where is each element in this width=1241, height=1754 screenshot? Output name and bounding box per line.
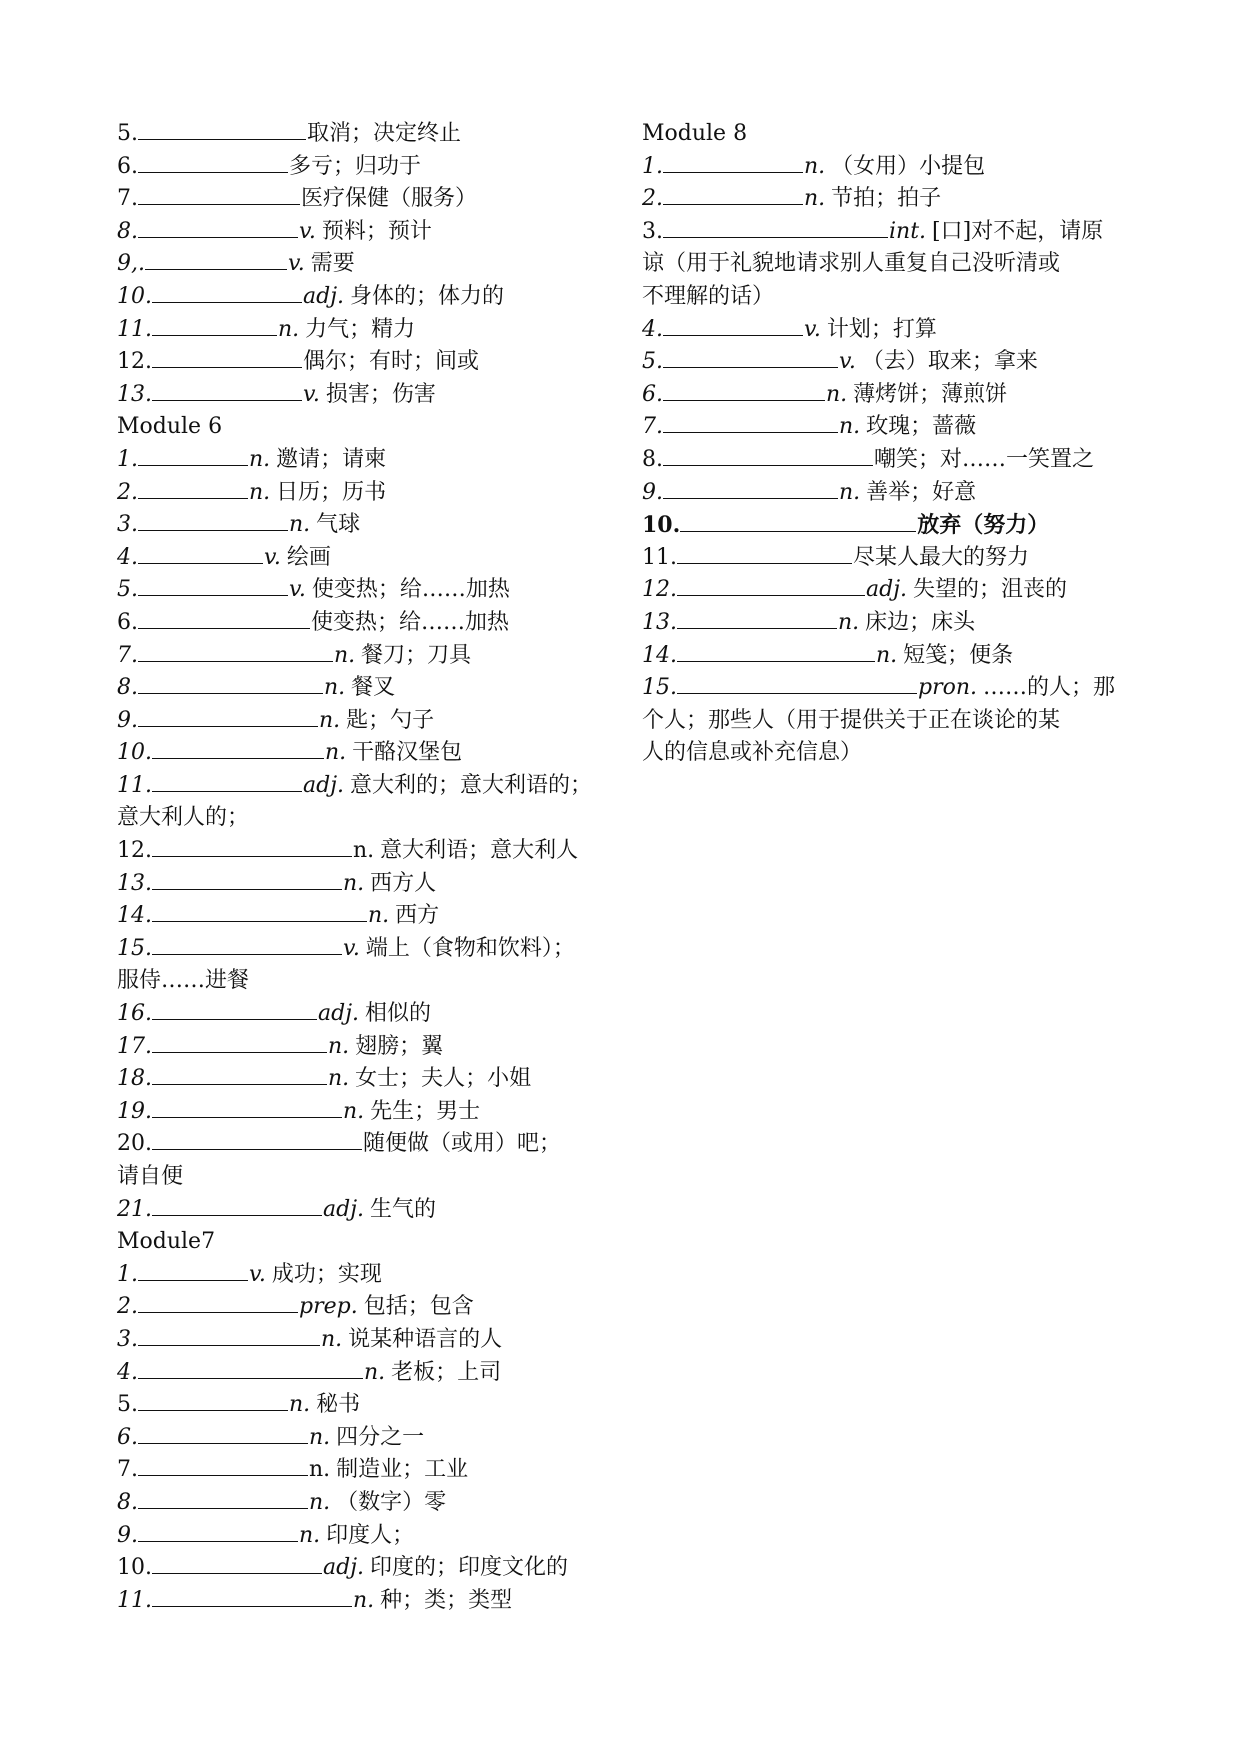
vocab-item: [642, 379, 1132, 412]
vocab-item: [117, 477, 607, 510]
item-number: 6.: [117, 609, 138, 635]
answer-blank[interactable]: [138, 152, 288, 173]
item-meaning: 西方: [395, 903, 440, 929]
item-meaning: 生气的: [370, 1196, 437, 1222]
item-meaning: 尽某人最大的努力: [853, 544, 1030, 570]
vocab-item: [117, 1357, 607, 1390]
item-meaning: 日历；历书: [276, 479, 387, 505]
vocab-item: [117, 542, 607, 575]
answer-blank[interactable]: [663, 445, 873, 466]
answer-blank[interactable]: [138, 1423, 308, 1444]
item-meaning: 女士；夫人；小姐: [355, 1066, 532, 1092]
item-meaning: 计划；打算: [826, 316, 937, 342]
vocab-item: [117, 1454, 607, 1487]
part-of-speech: n.: [826, 381, 848, 407]
left-column: [117, 118, 607, 1617]
part-of-speech: n.: [319, 707, 341, 733]
part-of-speech: int.: [889, 218, 927, 244]
item-meaning: 使变热；给……加热: [311, 609, 510, 635]
item-meaning: 绘画: [286, 544, 331, 570]
vocab-item: [117, 444, 607, 477]
answer-blank[interactable]: [680, 511, 916, 532]
item-number: 9,.: [117, 251, 145, 277]
vocab-item: [117, 705, 607, 738]
item-meaning: 餐叉: [351, 675, 396, 701]
vocab-item: [117, 1096, 607, 1129]
item-number: 8.: [642, 446, 663, 472]
vocab-item: [117, 933, 607, 966]
vocab-item: [117, 1324, 607, 1357]
vocab-item: [117, 1194, 607, 1227]
part-of-speech: n.: [324, 675, 346, 701]
vocab-item: [642, 477, 1132, 510]
part-of-speech: pron.: [918, 675, 978, 701]
part-of-speech: n.: [299, 1522, 321, 1548]
part-of-speech: n.: [289, 1392, 311, 1418]
item-number: 12.: [642, 577, 677, 603]
answer-blank[interactable]: [138, 510, 288, 531]
answer-blank[interactable]: [663, 315, 803, 336]
item-number: 10.: [117, 1555, 152, 1581]
answer-blank[interactable]: [138, 543, 263, 564]
part-of-speech: n.: [321, 1326, 343, 1352]
answer-blank[interactable]: [138, 706, 318, 727]
vocab-item: [642, 183, 1132, 216]
item-number: 2.: [117, 479, 138, 505]
part-of-speech: prep.: [299, 1294, 358, 1320]
part-of-speech: n.: [364, 1359, 386, 1385]
part-of-speech: adj.: [318, 1001, 360, 1027]
item-continuation: 谅（用于礼貌地请求别人重复自己没听清或: [642, 251, 1061, 277]
item-meaning: 匙；勺子: [346, 707, 435, 733]
answer-blank[interactable]: [152, 1064, 327, 1085]
vocab-item: [117, 574, 607, 607]
vocab-item: [117, 216, 607, 249]
item-number: 11.: [117, 772, 152, 798]
item-number: 7.: [117, 1457, 138, 1483]
item-number: 8.: [117, 675, 138, 701]
answer-blank[interactable]: [663, 478, 838, 499]
answer-blank[interactable]: [152, 282, 302, 303]
answer-blank[interactable]: [152, 1129, 362, 1150]
part-of-speech: n.: [343, 870, 365, 896]
answer-blank[interactable]: [138, 217, 298, 238]
item-meaning: 干酪汉堡包: [352, 740, 463, 766]
item-meaning: 气球: [316, 512, 361, 538]
answer-blank[interactable]: [152, 1553, 322, 1574]
vocab-item: [642, 672, 1132, 705]
item-number: 5.: [117, 121, 138, 146]
item-meaning: 放弃（努力）: [917, 512, 1050, 539]
answer-blank[interactable]: [152, 1097, 342, 1118]
module-heading: Module 6: [117, 414, 223, 440]
item-meaning: 损害；伤害: [325, 381, 436, 407]
item-meaning: 嘲笑；对……一笑置之: [874, 446, 1095, 472]
vocab-item: [117, 672, 607, 705]
item-number: 1.: [642, 153, 663, 179]
answer-blank[interactable]: [152, 315, 277, 336]
item-meaning: ……的人；那: [983, 675, 1116, 701]
answer-blank[interactable]: [138, 445, 248, 466]
item-continuation: 意大利人的；: [117, 805, 250, 831]
vocab-item: [642, 216, 1132, 249]
item-number: 13.: [642, 609, 677, 635]
item-meaning: 翅膀；翼: [355, 1033, 444, 1059]
part-of-speech: adj.: [303, 772, 345, 798]
item-number: 10.: [117, 283, 152, 309]
item-number: 15.: [642, 675, 677, 701]
answer-blank[interactable]: [138, 673, 323, 694]
item-number: 8.: [117, 218, 138, 244]
answer-blank[interactable]: [152, 1032, 327, 1053]
item-meaning: 相似的: [365, 1001, 432, 1027]
item-meaning: （数字）零: [336, 1489, 447, 1515]
part-of-speech: v.: [264, 544, 281, 570]
part-of-speech: n.: [353, 1587, 375, 1613]
item-meaning: 失望的；沮丧的: [913, 577, 1068, 603]
part-of-speech: n.: [804, 186, 826, 212]
part-of-speech: n.: [309, 1424, 331, 1450]
item-number: 14.: [642, 642, 677, 668]
item-number: 21.: [117, 1196, 152, 1222]
item-number: 5.: [117, 1392, 138, 1418]
answer-blank[interactable]: [152, 999, 317, 1020]
item-meaning: [口]对不起，请原: [932, 218, 1104, 244]
answer-blank[interactable]: [152, 836, 352, 857]
item-meaning: 善举；好意: [866, 479, 977, 505]
item-meaning: 节拍；拍子: [831, 186, 942, 212]
item-meaning: 西方人: [370, 870, 437, 896]
part-of-speech: n.: [309, 1457, 331, 1483]
part-of-speech: n.: [325, 740, 347, 766]
part-of-speech: adj.: [866, 577, 908, 603]
vocab-item: [117, 183, 607, 216]
item-number: 16.: [117, 1001, 152, 1027]
item-number: 12.: [117, 838, 152, 864]
part-of-speech: n.: [839, 479, 861, 505]
item-number: 13.: [117, 381, 152, 407]
item-number: 8.: [117, 1489, 138, 1515]
answer-blank[interactable]: [663, 412, 838, 433]
part-of-speech: v.: [287, 251, 305, 277]
answer-blank[interactable]: [677, 641, 875, 662]
vocab-item: [642, 574, 1132, 607]
item-meaning: 说某种语言的人: [348, 1326, 503, 1352]
answer-blank[interactable]: [138, 1488, 308, 1509]
item-meaning: 取消；决定终止: [307, 121, 462, 146]
answer-blank[interactable]: [677, 543, 852, 564]
item-number: 11.: [117, 1587, 152, 1613]
vocab-item: [117, 1128, 607, 1161]
answer-blank[interactable]: [663, 152, 803, 173]
item-number: 10.: [642, 512, 681, 539]
vocab-item: [117, 1520, 607, 1553]
part-of-speech: n.: [328, 1033, 350, 1059]
item-number: 4.: [117, 1359, 138, 1385]
part-of-speech: adj.: [323, 1196, 365, 1222]
item-number: 6.: [117, 1424, 138, 1450]
item-continuation: 服侍……进餐: [117, 968, 250, 994]
answer-blank[interactable]: [145, 249, 287, 270]
answer-blank[interactable]: [663, 184, 803, 205]
item-number: 4.: [642, 316, 663, 342]
part-of-speech: adj.: [323, 1555, 365, 1581]
part-of-speech: n.: [249, 479, 271, 505]
part-of-speech: n.: [278, 316, 300, 342]
vocab-item: [642, 444, 1132, 477]
part-of-speech: n.: [353, 838, 375, 864]
answer-blank[interactable]: [152, 771, 302, 792]
item-meaning: 制造业；工业: [336, 1457, 469, 1483]
vocab-item: [117, 281, 607, 314]
item-meaning: 力气；精力: [305, 316, 416, 342]
item-meaning: 包括；包含: [363, 1294, 474, 1320]
item-meaning: 床边；床头: [865, 609, 976, 635]
item-number: 19.: [117, 1098, 152, 1124]
item-meaning: 随便做（或用）吧；: [363, 1131, 562, 1157]
vocab-item: [642, 411, 1132, 444]
item-number: 13.: [117, 870, 152, 896]
answer-blank[interactable]: [138, 1292, 298, 1313]
vocab-item: [117, 1389, 607, 1422]
item-meaning: 印度人；: [326, 1522, 415, 1548]
item-meaning: 先生；男士: [370, 1098, 481, 1124]
item-number: 12.: [117, 349, 152, 375]
item-meaning: 邀请；请柬: [276, 446, 387, 472]
vocab-item: [117, 379, 607, 412]
item-number: 2.: [642, 186, 663, 212]
vocab-item: [117, 314, 607, 347]
item-number: 2.: [117, 1294, 138, 1320]
vocab-item: [117, 640, 607, 673]
vocab-item: [117, 1487, 607, 1520]
part-of-speech: n.: [839, 414, 861, 440]
item-number: 3.: [117, 512, 138, 538]
answer-blank[interactable]: [138, 1260, 248, 1281]
part-of-speech: n.: [368, 903, 390, 929]
answer-blank[interactable]: [138, 575, 288, 596]
answer-blank[interactable]: [138, 608, 310, 629]
item-number: 9.: [642, 479, 663, 505]
item-continuation: 不理解的话）: [642, 283, 775, 309]
vocab-item: [117, 248, 607, 281]
item-number: 1.: [117, 446, 138, 472]
item-meaning: 意大利语；意大利人: [380, 838, 579, 864]
vocab-item: [117, 1585, 607, 1618]
part-of-speech: n.: [289, 512, 311, 538]
vocab-item: [117, 868, 607, 901]
answer-blank[interactable]: [138, 478, 248, 499]
part-of-speech: n.: [343, 1098, 365, 1124]
item-meaning: （去）取来；拿来: [861, 349, 1038, 375]
vocab-item: [117, 1063, 607, 1096]
item-number: 3.: [117, 1326, 138, 1352]
vocab-item: [117, 835, 607, 868]
item-meaning: 印度的；印度文化的: [370, 1555, 569, 1581]
answer-blank[interactable]: [138, 1455, 308, 1476]
item-meaning: 使变热；给……加热: [311, 577, 510, 603]
answer-blank[interactable]: [138, 119, 306, 140]
item-meaning: 老板；上司: [391, 1359, 502, 1385]
answer-blank[interactable]: [152, 1586, 352, 1607]
item-number: 7.: [642, 414, 663, 440]
answer-blank[interactable]: [138, 641, 333, 662]
answer-blank[interactable]: [663, 217, 888, 238]
item-number: 14.: [117, 903, 152, 929]
part-of-speech: n.: [328, 1066, 350, 1092]
part-of-speech: v.: [289, 577, 306, 603]
answer-blank[interactable]: [677, 673, 917, 694]
item-continuation: 个人；那些人（用于提供关于正在谈论的某: [642, 707, 1061, 733]
part-of-speech: v.: [343, 935, 360, 961]
vocab-item: [117, 737, 607, 770]
answer-blank[interactable]: [152, 901, 367, 922]
part-of-speech: n.: [334, 642, 356, 668]
item-meaning: 餐刀；刀具: [361, 642, 472, 668]
item-meaning: （女用）小提包: [831, 153, 986, 179]
item-meaning: 端上（食物和饮料）；: [365, 935, 575, 961]
item-number: 10.: [117, 740, 152, 766]
item-meaning: 身体的；体力的: [350, 283, 505, 309]
vocab-item: [117, 1552, 607, 1585]
item-number: 18.: [117, 1066, 152, 1092]
item-meaning: 薄烤饼；薄煎饼: [853, 381, 1008, 407]
item-number: 20.: [117, 1131, 152, 1157]
part-of-speech: v.: [839, 349, 856, 375]
vocab-item: [117, 1291, 607, 1324]
item-continuation: 请自便: [117, 1164, 184, 1189]
vocab-item: [117, 607, 607, 640]
right-column: [642, 118, 1132, 770]
part-of-speech: adj.: [303, 283, 345, 309]
answer-blank[interactable]: [138, 184, 300, 205]
vocab-item: [117, 509, 607, 542]
item-number: 6.: [117, 153, 138, 179]
item-number: 7.: [117, 642, 138, 668]
answer-blank[interactable]: [138, 1358, 363, 1379]
answer-blank[interactable]: [152, 1195, 322, 1216]
part-of-speech: n.: [309, 1489, 331, 1515]
part-of-speech: v.: [303, 381, 320, 407]
item-number: 5.: [642, 349, 663, 375]
vocab-item: [642, 509, 1132, 542]
part-of-speech: n.: [838, 609, 860, 635]
vocab-item: [642, 542, 1132, 575]
module-heading: Module7: [117, 1229, 216, 1255]
item-number: 9.: [117, 1522, 138, 1548]
answer-blank[interactable]: [152, 934, 342, 955]
vocab-item: [642, 151, 1132, 184]
item-number: 3.: [642, 218, 663, 244]
part-of-speech: n.: [876, 642, 898, 668]
answer-blank[interactable]: [677, 608, 837, 629]
answer-blank[interactable]: [138, 1390, 288, 1411]
vocab-item: [117, 346, 607, 379]
answer-blank[interactable]: [138, 1521, 298, 1542]
part-of-speech: v.: [299, 218, 316, 244]
item-meaning: 玫瑰；蔷薇: [866, 414, 977, 440]
item-meaning: 四分之一: [336, 1424, 425, 1450]
vocab-item: [117, 1031, 607, 1064]
answer-blank[interactable]: [138, 1325, 320, 1346]
item-number: 9.: [117, 707, 138, 733]
answer-blank[interactable]: [677, 575, 865, 596]
vocab-item: [117, 770, 607, 803]
item-meaning: 预料；预计: [321, 218, 432, 244]
vocab-item: [642, 607, 1132, 640]
answer-blank[interactable]: [152, 738, 324, 759]
answer-blank[interactable]: [663, 347, 838, 368]
item-number: 11.: [117, 316, 152, 342]
item-number: 7.: [117, 186, 138, 212]
item-meaning: 医疗保健（服务）: [301, 186, 478, 212]
item-meaning: 偶尔；有时；间或: [303, 349, 480, 375]
answer-blank[interactable]: [152, 347, 302, 368]
vocab-item: [117, 151, 607, 184]
answer-blank[interactable]: [663, 380, 825, 401]
item-number: 5.: [117, 577, 138, 603]
item-meaning: 成功；实现: [271, 1261, 382, 1287]
part-of-speech: n.: [249, 446, 271, 472]
part-of-speech: n.: [804, 153, 826, 179]
item-meaning: 种；类；类型: [380, 1587, 513, 1613]
item-number: 15.: [117, 935, 152, 961]
vocab-item: [117, 900, 607, 933]
item-number: 4.: [117, 544, 138, 570]
item-meaning: 多亏；归功于: [289, 153, 422, 179]
vocab-item: [117, 118, 607, 151]
item-number: 6.: [642, 381, 663, 407]
answer-blank[interactable]: [152, 380, 302, 401]
item-number: 11.: [642, 544, 677, 570]
item-meaning: 需要: [310, 251, 355, 277]
part-of-speech: v.: [249, 1261, 266, 1287]
vocab-item: [117, 998, 607, 1031]
item-number: 1.: [117, 1261, 138, 1287]
vocab-item: [642, 640, 1132, 673]
item-meaning: 意大利的；意大利语的；: [350, 772, 593, 798]
module-heading: Module 8: [642, 121, 748, 146]
answer-blank[interactable]: [152, 869, 342, 890]
vocab-item: [642, 314, 1132, 347]
vocab-item: [117, 1259, 607, 1292]
vocab-item: [642, 346, 1132, 379]
item-meaning: 秘书: [316, 1392, 361, 1418]
item-number: 17.: [117, 1033, 152, 1059]
item-meaning: 短笺；便条: [903, 642, 1014, 668]
part-of-speech: v.: [804, 316, 821, 342]
item-continuation: 人的信息或补充信息）: [642, 740, 863, 766]
vocab-item: [117, 1422, 607, 1455]
